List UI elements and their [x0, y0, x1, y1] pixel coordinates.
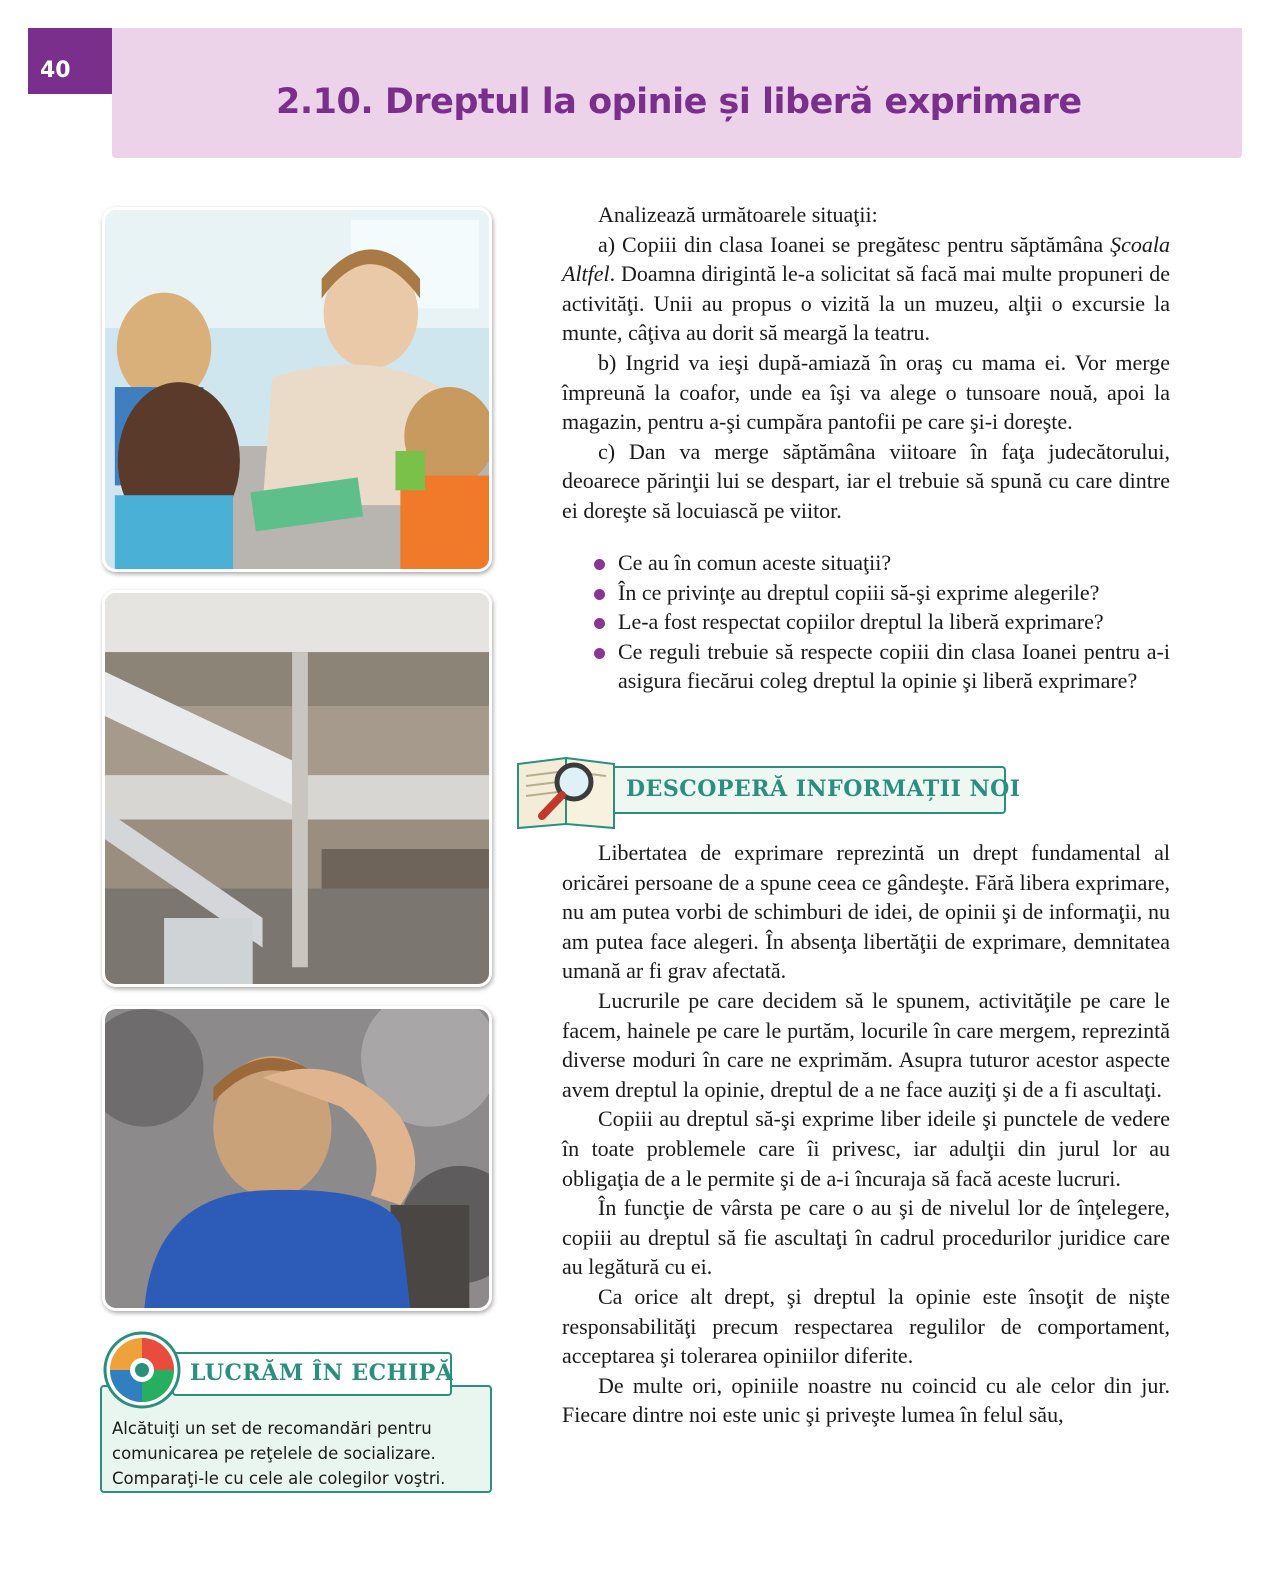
intro-situations — [562, 200, 1170, 526]
body-paragraph: Copiii au dreptul să-şi exprime liber ideile şi punctele de vedere în toate problemele care îi privesc, iar adulţii din jurul lor au obligaţia de a le permite şi de a-i încuraja să facă aceste lucruri. — [562, 1106, 1170, 1191]
team-label: LUCRĂM ÎN ECHIPĂ — [190, 1360, 454, 1386]
discover-label: DESCOPERĂ INFORMAȚII NOI — [626, 776, 1021, 802]
situation-c: c) Dan va merge săptămâna viitoare în faţa judecătorului, deoarece părinţii lui se despart, iar el trebuie să spună cu care dintre ei doreşte să locuiască pe viitor. — [562, 438, 1170, 523]
page-title: 2.10. Dreptul la opinie și liberă exprimare — [276, 82, 1082, 122]
book-magnifier-icon — [514, 752, 624, 832]
boy-thinking-photo — [102, 1006, 492, 1311]
question-item: În ce privinţe au dreptul copiii să-şi exprime alegerile? — [592, 578, 1170, 608]
body-paragraph: Lucrurile pe care decidem să le spunem, activităţile pe care le facem, hainele pe care le purtăm, locurile în care mergem, reprezintă diverse moduri în care ne exprimăm. Asupra tuturor acestor aspecte avem dreptul la opinie, dreptul de a ne face auziţi şi de a fi ascultaţi. — [562, 987, 1170, 1102]
team-line: Comparaţi-le cu cele ale colegilor voştri. — [112, 1469, 446, 1488]
page-number: 40 — [40, 58, 71, 83]
intro-lead: Analizează următoarele situaţii: — [598, 202, 878, 227]
situation-a: a) Copiii din clasa Ioanei se pregătesc pentru săptămâna Şcoala Altfel. Doamna dirigintă le-a solicitat să facă mai multe propuneri de activităţi. Unii au propus o vizită la un muzeu, alţii o excursie la munte, câţiva au dorit să meargă la teatru. — [562, 231, 1170, 346]
body-paragraph: Libertatea de exprimare reprezintă un drept fundamental al oricărei persoane de a spune ceea ce gândeşte. Fără libera exprimare, nu am putea vorbi de schimburi de idei, de opinii şi de informaţii, nu am putea face alegeri. În absenţa libertăţii de exprimare, demnitatea umană ar fi grav afectată. — [562, 840, 1170, 984]
body-paragraph: De multe ori, opiniile noastre nu coincid cu ale celor din jur. Fiecare dintre noi este unic şi priveşte lumea în felul său, — [562, 1372, 1170, 1428]
puzzle-circle-icon — [102, 1330, 182, 1410]
question-item: Le-a fost respectat copiilor dreptul la liberă exprimare? — [592, 607, 1170, 637]
classroom-photo — [102, 207, 492, 572]
situation-b: b) Ingrid va ieşi după-amiază în oraş cu mama ei. Vor merge împreună la coafor, unde ea îşi va alege o tunsoare nouă, apoi la magazin, pentru a-şi cumpăra pantofii pe care şi-i doreşte. — [562, 349, 1170, 435]
body-text — [562, 838, 1170, 1430]
team-line: comunicarea pe reţelele de socializare. — [112, 1444, 436, 1463]
team-line: Alcătuiţi un set de recomandări pentru — [112, 1419, 432, 1438]
body-paragraph: În funcţie de vârsta pe care o au şi de nivelul lor de înţelegere, copiii au dreptul să fie ascultaţi în cadrul procedurilor juridice care au legătură cu ei. — [562, 1195, 1170, 1280]
body-paragraph: Ca orice alt drept, şi dreptul la opinie este însoţit de nişte responsabilităţi precum respectarea regulilor de comportament, acceptarea şi tolerarea opiniilor diferite. — [562, 1283, 1170, 1369]
discover-banner — [514, 752, 1021, 832]
mall-photo — [102, 590, 492, 987]
question-item: Ce au în comun aceste situaţii? — [592, 548, 1170, 578]
question-item: Ce reguli trebuie să respecte copiii din clasa Ioanei pentru a-i asigura fiecărui coleg dreptul la opinie şi liberă exprimare? — [592, 637, 1170, 696]
question-list — [592, 548, 1170, 696]
team-instructions — [112, 1416, 484, 1491]
